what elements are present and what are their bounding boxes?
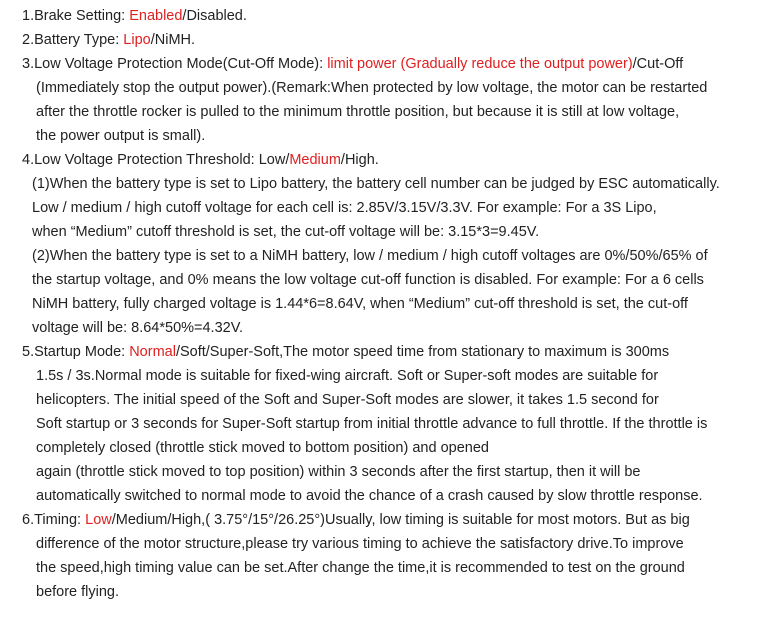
lvp-mode-options: /Cut-Off (632, 56, 684, 72)
startup-mode-line (22, 342, 669, 362)
lvp-threshold-detail: voltage will be: 8.64*50%=4.32V. (32, 320, 244, 336)
timing-options: /Medium/High,( 3.75°/15°/26.25°)Usually, low timing is suitable for most motors. But as big (111, 512, 690, 528)
lvp-mode-selected: limit power (Gradually reduce the output power) (327, 56, 633, 72)
timing-detail: difference of the motor structure,please try various timing to achieve the satisfactory drive.To improve (36, 536, 684, 552)
lvp-threshold-detail: NiMH battery, fully charged voltage is 1.44*6=8.64V, when “Medium” cut-off threshold is set, the cut-off (32, 296, 688, 312)
timing-selected: Low (85, 512, 112, 528)
lvp-threshold-detail: when “Medium” cutoff threshold is set, the cut-off voltage will be: 3.15*3=9.45V. (32, 224, 540, 240)
startup-mode-selected: Normal (129, 344, 176, 360)
lvp-threshold-detail: (1)When the battery type is set to Lipo battery, the battery cell number can be judged by ESC automatically. (32, 176, 720, 192)
battery-type-label: 2.Battery Type: (22, 32, 124, 48)
lvp-threshold-line (22, 150, 379, 170)
startup-mode-detail: automatically switched to normal mode to avoid the chance of a crash caused by slow throttle response. (36, 488, 703, 504)
brake-setting-line (22, 6, 247, 26)
lvp-mode-detail: (Immediately stop the output power).(Remark:When protected by low voltage, the motor can be restarted (36, 80, 708, 96)
startup-mode-detail: 1.5s / 3s.Normal mode is suitable for fixed-wing aircraft. Soft or Super-soft modes are suitable for (36, 368, 659, 384)
startup-mode-detail: completely closed (throttle stick moved to bottom position) and opened (36, 440, 489, 456)
battery-type-options: /NiMH. (150, 32, 196, 48)
lvp-mode-detail: after the throttle rocker is pulled to the minimum throttle position, but because it is still at low voltage, (36, 104, 680, 120)
startup-mode-label: 5.Startup Mode: (22, 344, 130, 360)
lvp-threshold-detail: the startup voltage, and 0% means the low voltage cut-off function is disabled. For example: For a 6 cells (32, 272, 704, 288)
lvp-mode-line (22, 54, 683, 74)
brake-setting-selected: Enabled (129, 8, 183, 24)
lvp-threshold-selected: Medium (289, 152, 341, 168)
startup-mode-options: /Soft/Super-Soft,The motor speed time from stationary to maximum is 300ms (175, 344, 670, 360)
lvp-threshold-detail: Low / medium / high cutoff voltage for each cell is: 2.85V/3.15V/3.3V. For example: For a 3S Lipo, (32, 200, 657, 216)
lvp-threshold-detail: (2)When the battery type is set to a NiMH battery, low / medium / high cutoff voltages are 0%/50%/65% of (32, 248, 708, 264)
battery-type-line (22, 30, 195, 50)
brake-setting-label: 1.Brake Setting: (22, 8, 130, 24)
timing-label: 6.Timing: (22, 512, 86, 528)
timing-line (22, 510, 690, 530)
startup-mode-detail: helicopters. The initial speed of the Soft and Super-Soft modes are slower, it takes 1.5 second for (36, 392, 659, 408)
battery-type-selected: Lipo (123, 32, 151, 48)
timing-detail: the speed,high timing value can be set.After change the time,it is recommended to test on the ground (36, 560, 685, 576)
startup-mode-detail: again (throttle stick moved to top position) within 3 seconds after the first startup, then it will be (36, 464, 641, 480)
brake-setting-options: /Disabled. (182, 8, 247, 24)
lvp-mode-label: 3.Low Voltage Protection Mode(Cut-Off Mode): (22, 56, 328, 72)
lvp-mode-detail: the power output is small). (36, 128, 206, 144)
lvp-threshold-label: 4.Low Voltage Protection Threshold: Low/ (22, 152, 290, 168)
timing-detail: before flying. (36, 584, 120, 600)
startup-mode-detail: Soft startup or 3 seconds for Super-Soft startup from initial throttle advance to full throttle. If the throttle is (36, 416, 708, 432)
lvp-threshold-options: /High. (340, 152, 379, 168)
